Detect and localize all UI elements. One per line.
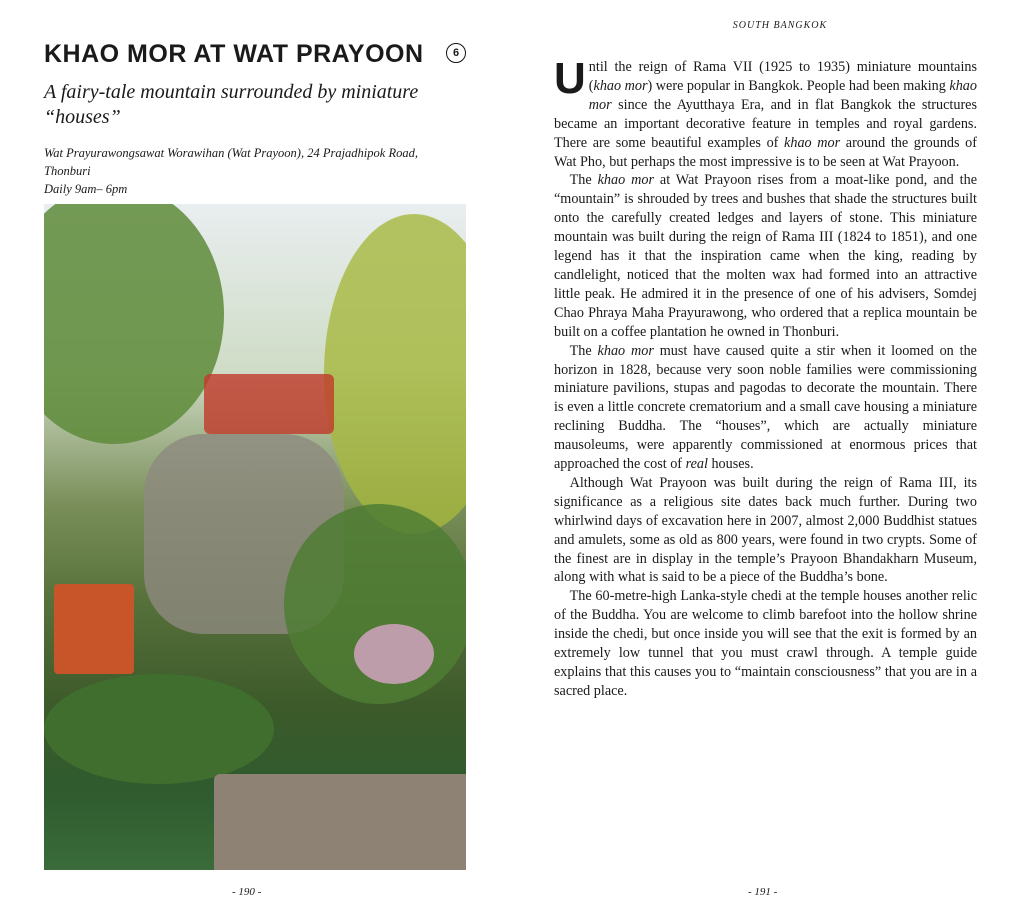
text-run: houses. [707,456,754,473]
text-run: Although Wat Prayoon was built during the reign of Rama III, its significance as a religious site dates back much further. During two whirlwind days of excavation here in 2007, almost 2,000 Buddhist statues and amulets, some as old as 800 years, were found in two crypts. Some of the finest are in display in the temple’s Prayoon Bhandakharn Museum, along with what is said to be a piece of the Buddha’s bone. [554,474,977,586]
italic-term: khao mor [593,77,648,94]
text-run: The [569,172,598,189]
italic-term: khao mor [588,77,977,113]
text-run: The [569,342,598,359]
text-run: at Wat Prayoon rises from a moat-like pond, and the “mountain” is shrouded by trees and bushes that shade the structures built onto the carefully created ledges and layers of stone. This miniature mountain was built during the reign of Rama III (1824 to 1851), and one legend has it that the inspiration came when the king, reading by candlelight, noticed that the molten wax had formed into an attractive little peak. He admired it in the presence of one of his advisers, Somdej Chao Phraya Maha Prayurawong, who ordered that a replica mountain be built on a coffee plantation he owned in Thonburi. [554,172,977,340]
italic-term: khao mor [597,342,654,359]
page-number: - 190 - [232,886,262,898]
paragraph [554,171,977,341]
running-head: SOUTH BANGKOK [732,20,828,31]
paragraph [554,54,977,171]
article-body [554,54,977,701]
italic-term: real [685,456,708,473]
page-number: - 191 - [748,886,778,898]
italic-term: khao mor [597,172,654,189]
temple-garden-photo [44,204,466,870]
address-block [44,144,464,198]
text-run: since the Ayutthaya Era, and in flat Bangkok the structures became an important decorative feature in temples and royal gardens. There are some beautiful examples of [554,96,977,151]
text-run: ntil the reign of Rama VII (1925 to 1935) miniature mountains ( [588,59,977,94]
drop-cap: U [554,54,586,103]
text-run: The 60-metre-high Lanka-style chedi at the temple houses another relic of the Buddha. You are welcome to climb barefoot into the hollow shrine inside the chedi, but once inside you will see that the exit is formed by an extremely low tunnel that you must crawl through. A temple guide explains that this causes you to “maintain consciousness” that you are in a sacred place. [554,588,977,699]
page-title: KHAO MOR AT WAT PRAYOON [44,40,424,68]
address-line: Thonburi [44,164,91,178]
address-line: Wat Prayurawongsawat Worawihan (Wat Prayoon), 24 Prajadhipok Road, [44,146,418,160]
paragraph [554,342,977,474]
text-run: ) were popular in Bangkok. People had been making [647,77,950,94]
opening-hours: Daily 9am– 6pm [44,182,128,196]
text-run: must have caused quite a stir when it loomed on the horizon in 1828, because very soon noble families were commissioning miniature pavilions, stupas and pagodas to decorate the mountain. There is even a little concrete crematorium and a small cave housing a miniature reclining Buddha. The “houses”, which are actually miniature mausoleums, were apparently commissioned at enormous prices that approached the cost of [554,342,977,473]
paragraph [554,587,977,700]
subtitle: A fairy-tale mountain surrounded by miniature “houses” [44,81,419,128]
text-run: around the grounds of Wat Pho, but perhaps the most impressive is to be seen at Wat Prayoon. [554,134,977,170]
italic-term: khao mor [784,134,841,151]
paragraph [554,474,977,587]
location-number-badge: 6 [446,43,466,63]
